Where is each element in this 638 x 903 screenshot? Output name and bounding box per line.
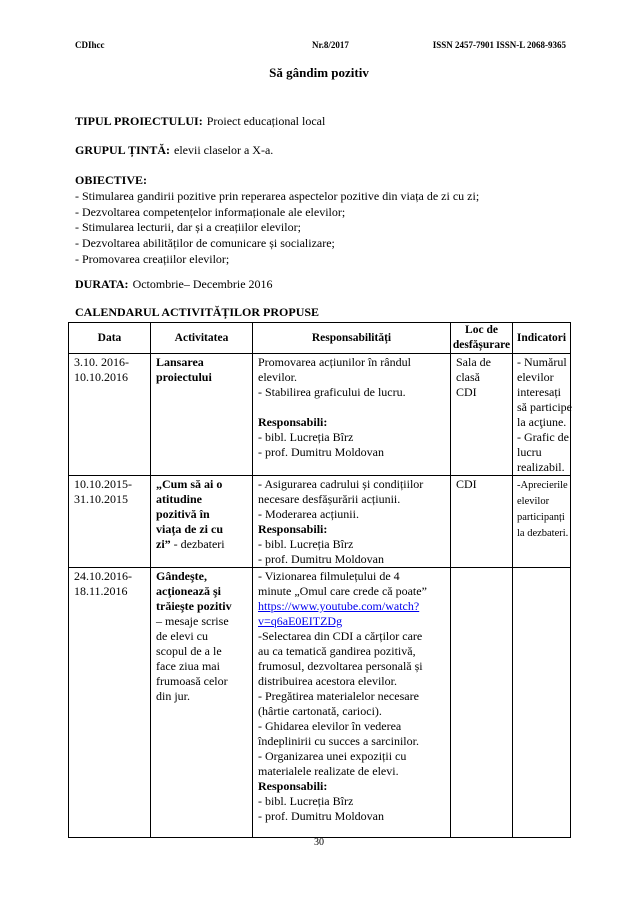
cell-line xyxy=(517,493,568,509)
cell-line xyxy=(258,385,448,400)
cell-text: -Selectarea din CDI a cărților care xyxy=(258,629,423,643)
duration xyxy=(75,276,273,292)
cell-line xyxy=(156,370,250,385)
cell-line xyxy=(74,370,148,385)
cell-line xyxy=(258,569,448,584)
page-number: 30 xyxy=(314,837,324,848)
video-link[interactable]: https://www.youtube.com/watch? xyxy=(258,599,420,613)
cell-text: – mesaje scrise xyxy=(156,614,229,628)
cell-text: - dezbateri xyxy=(170,537,225,551)
cell-line xyxy=(156,674,250,689)
cell-line xyxy=(517,355,568,370)
cell-text: frumoasă celor xyxy=(156,674,228,688)
table-row xyxy=(69,354,571,476)
cell-line xyxy=(517,477,568,493)
cell-text: scopul de a le xyxy=(156,644,222,658)
cell-line xyxy=(156,477,250,492)
cell-line xyxy=(156,569,250,584)
cell-responsibilities xyxy=(253,354,451,476)
column-header-date: Data xyxy=(69,323,151,354)
cell-text: să participe xyxy=(517,400,572,414)
cell-text: necesare desfășurării acțiunii. xyxy=(258,492,401,506)
cell-text: Promovarea acțiunilor în rândul xyxy=(258,355,411,369)
journal-name: CDIhcc xyxy=(75,40,105,50)
cell-line xyxy=(156,537,250,552)
cell-text: elevilor xyxy=(517,496,550,507)
cell-line xyxy=(258,430,448,445)
cell-text: 3.10. 2016- xyxy=(74,355,129,369)
cell-text: elevilor. xyxy=(258,370,297,384)
cell-text: acţionează şi xyxy=(156,584,221,598)
issn-label: ISSN 2457-7901 ISSN-L 2068-9365 xyxy=(432,40,566,50)
cell-text: -Aprecierile xyxy=(517,480,568,491)
cell-text: lucru xyxy=(517,445,542,459)
cell-line xyxy=(258,749,448,764)
cell-line xyxy=(258,794,448,809)
cell-line xyxy=(258,370,448,385)
cell-indicators xyxy=(513,476,571,568)
objectives-section xyxy=(75,173,479,268)
cell-line xyxy=(156,599,250,614)
cell-line xyxy=(517,400,572,415)
cell-text: - Asigurarea cadrului și condițiilor xyxy=(258,477,424,491)
cell-text: realizabil. xyxy=(517,460,565,474)
cell-line xyxy=(517,415,568,430)
project-type xyxy=(75,113,325,129)
cell-line xyxy=(156,355,250,370)
cell-text: Responsabili: xyxy=(258,779,328,793)
cell-activity xyxy=(151,568,253,838)
cell-line xyxy=(156,689,250,704)
target-group-value: elevii claselor a X-a. xyxy=(174,143,274,157)
cell-line xyxy=(258,537,448,552)
cell-text: atitudine xyxy=(156,492,203,506)
cell-line xyxy=(258,445,448,460)
cell-text: Gândeşte, xyxy=(156,569,207,583)
duration-value: Octombrie– Decembrie 2016 xyxy=(132,277,273,291)
cell-text: - Pregătirea materialelor necesare xyxy=(258,689,419,703)
cell-line xyxy=(156,522,250,537)
objective-item: - Stimularea gandirii pozitive prin reperarea aspectelor pozitive din viața de zi cu zi; xyxy=(75,188,480,203)
cell-text: - Ghidarea elevilor în vederea xyxy=(258,719,402,733)
cell-line xyxy=(258,689,448,704)
cell-text: „Cum să ai o xyxy=(156,477,223,491)
cell-text: face ziua mai xyxy=(156,659,220,673)
cell-text: - Grafic de xyxy=(517,430,569,444)
cell-line xyxy=(156,659,250,674)
cell-line xyxy=(74,569,148,584)
cell-line xyxy=(74,477,148,492)
cell-responsibilities xyxy=(253,476,451,568)
cell-activity xyxy=(151,354,253,476)
objective-item: - Dezvoltarea competențelor informaționale ale elevilor; xyxy=(75,204,346,219)
issue-number: Nr.8/2017 xyxy=(312,40,349,50)
cell-line xyxy=(258,614,448,629)
article-title: Să gândim pozitiv xyxy=(269,65,369,80)
cell-line xyxy=(258,674,448,689)
cell-text: pozitivă în xyxy=(156,507,210,521)
cell-line xyxy=(258,809,448,824)
objective-item: - Promovarea creațiilor elevilor; xyxy=(75,251,230,266)
cell-text: - Vizionarea filmulețului de 4 xyxy=(258,569,400,583)
activities-table xyxy=(68,322,571,838)
cell-indicators xyxy=(513,568,571,838)
cell-location xyxy=(451,354,513,476)
cell-line xyxy=(258,552,448,567)
cell-location xyxy=(451,476,513,568)
cell-line xyxy=(258,522,448,537)
cell-line xyxy=(74,584,148,599)
cell-line xyxy=(258,659,448,674)
cell-text: 18.11.2016 xyxy=(74,584,128,598)
cell-text: Responsabili: xyxy=(258,522,328,536)
cell-text: - Numărul xyxy=(517,355,567,369)
cell-date xyxy=(69,476,151,568)
cell-text: proiectului xyxy=(156,370,212,384)
cell-line xyxy=(456,477,510,492)
cell-date xyxy=(69,354,151,476)
cell-indicators xyxy=(513,354,571,476)
cell-line xyxy=(258,779,448,794)
cell-line xyxy=(258,400,448,415)
cell-text: interesați xyxy=(517,385,561,399)
cell-line xyxy=(456,370,510,385)
cell-text: - bibl. Lucreția Bîrz xyxy=(258,794,354,808)
cell-text: de elevi cu xyxy=(156,629,208,643)
video-link[interactable]: v=q6aE0EITZDg xyxy=(258,614,343,628)
cell-line xyxy=(258,584,448,599)
cell-line xyxy=(156,492,250,507)
cell-text: zi” xyxy=(156,537,171,551)
duration-label: DURATA: xyxy=(75,277,129,291)
table-header xyxy=(69,323,571,354)
cell-line xyxy=(517,385,568,400)
cell-line xyxy=(456,355,510,370)
cell-text: 31.10.2015 xyxy=(74,492,128,506)
target-group xyxy=(75,142,273,158)
cell-text: participanți xyxy=(517,512,565,523)
cell-line xyxy=(258,704,448,719)
cell-text: - Moderarea acțiunii. xyxy=(258,507,359,521)
cell-line xyxy=(517,509,568,525)
cell-line xyxy=(258,629,448,644)
cell-text: 10.10.2015- xyxy=(74,477,132,491)
cell-text: 10.10.2016 xyxy=(74,370,128,384)
cell-text: - bibl. Lucreția Bîrz xyxy=(258,537,354,551)
table-row xyxy=(69,476,571,568)
cell-line xyxy=(258,355,448,370)
cell-activity xyxy=(151,476,253,568)
table-header-row xyxy=(69,323,571,354)
cell-text: Responsabili: xyxy=(258,415,328,429)
objective-item: - Dezvoltarea abilităților de comunicare și socializare; xyxy=(75,236,335,251)
cell-line xyxy=(258,734,448,749)
cell-text: Sala de xyxy=(456,355,491,369)
cell-text: - Organizarea unei expoziții cu xyxy=(258,749,407,763)
column-header-location: Loc de desfășurare xyxy=(451,323,513,354)
cell-text: îndeplinirii cu succes a sarcinilor. xyxy=(258,734,419,748)
cell-text: CDI xyxy=(456,477,477,491)
project-type-value: Proiect educațional local xyxy=(206,114,326,128)
column-header-responsibilities: Responsabilități xyxy=(253,323,451,354)
cell-text: - prof. Dumitru Moldovan xyxy=(258,445,384,459)
cell-text: la dezbateri. xyxy=(517,528,569,539)
cell-line xyxy=(258,599,448,614)
cell-line xyxy=(258,492,448,507)
cell-responsibilities xyxy=(253,568,451,838)
cell-text: - prof. Dumitru Moldovan xyxy=(258,809,384,823)
cell-line xyxy=(74,492,148,507)
cell-line xyxy=(517,370,568,385)
cell-line xyxy=(156,629,250,644)
cell-text: CDI xyxy=(456,385,477,399)
cell-text: Lansarea xyxy=(156,355,204,369)
target-group-label: GRUPUL ȚINTĂ: xyxy=(75,143,171,157)
cell-line xyxy=(258,719,448,734)
cell-line xyxy=(517,460,568,475)
objective-item: - Stimularea lecturii, dar și a creațiilor elevilor; xyxy=(75,220,301,235)
cell-line xyxy=(258,644,448,659)
column-header-activity: Activitatea xyxy=(151,323,253,354)
cell-text: 24.10.2016- xyxy=(74,569,132,583)
cell-text: viața de zi cu xyxy=(156,522,223,536)
cell-text: din jur. xyxy=(156,689,191,703)
cell-location xyxy=(451,568,513,838)
cell-line xyxy=(456,385,510,400)
activities-table-body xyxy=(69,354,571,838)
cell-line xyxy=(517,525,568,541)
cell-line xyxy=(517,445,568,460)
cell-text: materialele realizate de elevi. xyxy=(258,764,399,778)
cell-text: distribuirea acestora elevilor. xyxy=(258,674,397,688)
column-header-indicators: Indicatori xyxy=(513,323,571,354)
cell-text: frumosul, dezvoltarea personală și xyxy=(258,659,423,673)
project-type-label: TIPUL PROIECTULUI: xyxy=(75,114,203,128)
objectives-label: OBIECTIVE: xyxy=(75,173,148,187)
cell-text: - Stabilirea graficului de lucru. xyxy=(258,385,406,399)
cell-text: - prof. Dumitru Moldovan xyxy=(258,552,384,566)
cell-text: trăieşte pozitiv xyxy=(156,599,232,613)
cell-line xyxy=(258,764,448,779)
cell-line xyxy=(156,507,250,522)
table-row xyxy=(69,568,571,838)
cell-line xyxy=(258,507,448,522)
cell-text: clasă xyxy=(456,370,480,384)
cell-line xyxy=(517,430,568,445)
cell-line xyxy=(258,477,448,492)
cell-line xyxy=(74,355,148,370)
cell-text: - bibl. Lucreția Bîrz xyxy=(258,430,354,444)
cell-text: au ca tematică gandirea pozitivă, xyxy=(258,644,416,658)
cell-text: (hârtie cartonată, carioci). xyxy=(258,704,382,718)
cell-date xyxy=(69,568,151,838)
cell-text: la acţiune. xyxy=(517,415,567,429)
cell-text: elevilor xyxy=(517,370,554,384)
cell-line xyxy=(156,614,250,629)
calendar-heading: CALENDARUL ACTIVITĂȚILOR PROPUSE xyxy=(75,305,320,319)
cell-line xyxy=(156,584,250,599)
cell-line xyxy=(258,415,448,430)
cell-text: minute „Omul care crede că poate” xyxy=(258,584,427,598)
cell-line xyxy=(156,644,250,659)
